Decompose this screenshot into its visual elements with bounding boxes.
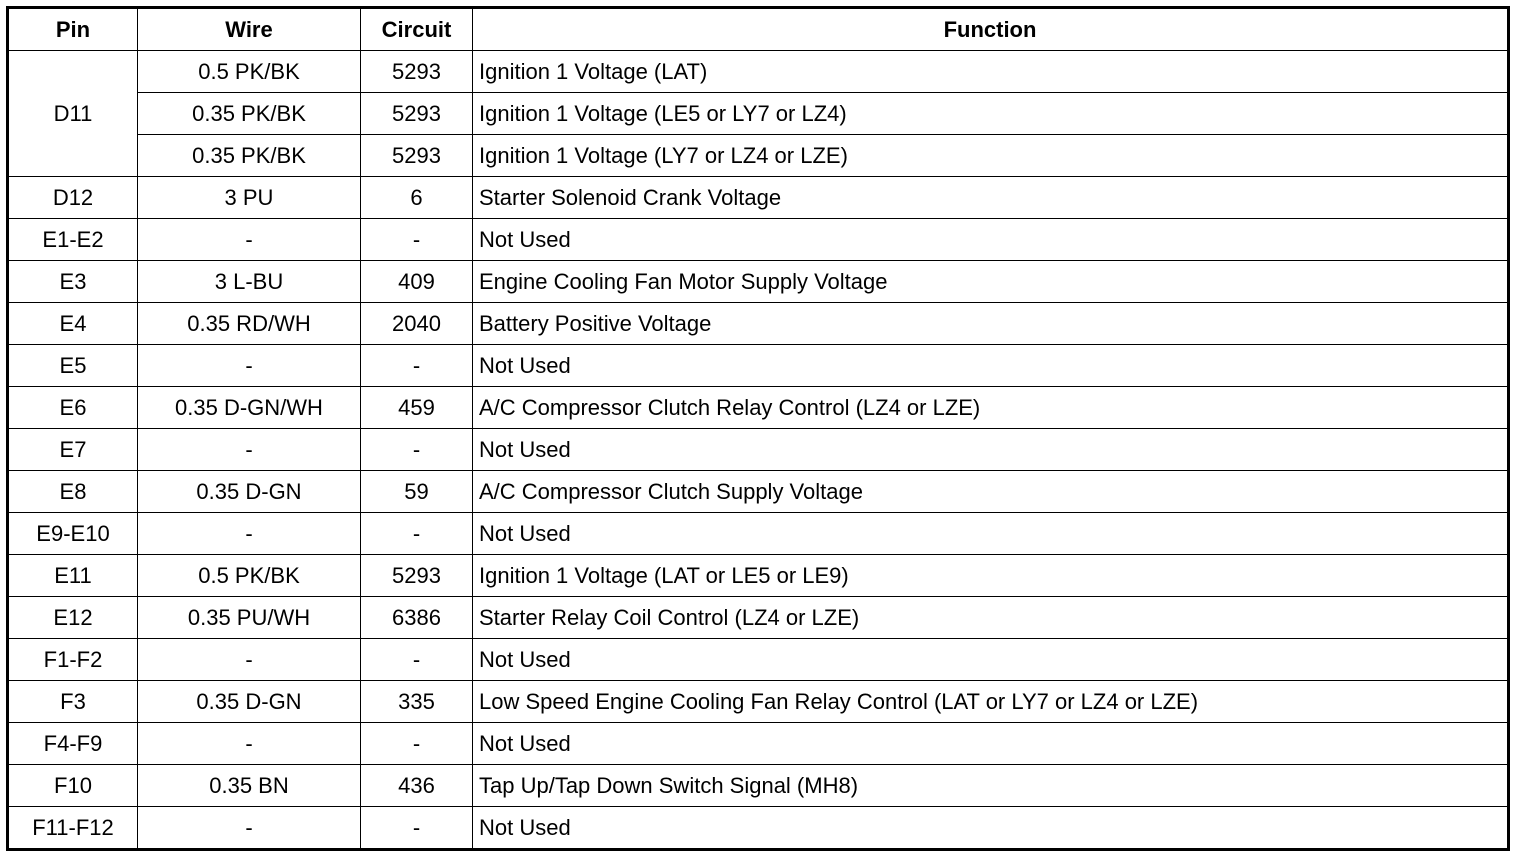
table-row [8,639,1509,681]
table-header [8,8,1509,51]
table-row [8,723,1509,765]
function-cell: Low Speed Engine Cooling Fan Relay Control (LAT or LY7 or LZ4 or LZE) [473,681,1509,723]
wire-cell: 3 PU [138,177,361,219]
wire-cell: 0.35 RD/WH [138,303,361,345]
function-cell: Ignition 1 Voltage (LY7 or LZ4 or LZE) [473,135,1509,177]
function-cell: Not Used [473,723,1509,765]
wire-cell: 0.35 D-GN [138,681,361,723]
pinout-table [6,6,1510,851]
pin-cell: E7 [8,429,138,471]
pin-cell: E6 [8,387,138,429]
table-row [8,261,1509,303]
table-row [8,303,1509,345]
circuit-cell: 436 [361,765,473,807]
circuit-cell: - [361,345,473,387]
circuit-cell: - [361,639,473,681]
circuit-cell: 459 [361,387,473,429]
wire-cell: 3 L-BU [138,261,361,303]
pin-cell: E1-E2 [8,219,138,261]
function-cell: Not Used [473,219,1509,261]
pin-cell: F3 [8,681,138,723]
function-cell: Starter Relay Coil Control (LZ4 or LZE) [473,597,1509,639]
circuit-cell: - [361,429,473,471]
function-cell: Starter Solenoid Crank Voltage [473,177,1509,219]
circuit-cell: 409 [361,261,473,303]
table-row [8,345,1509,387]
table-row [8,135,1509,177]
wire-cell: 0.35 PK/BK [138,93,361,135]
circuit-cell: 5293 [361,51,473,93]
pin-cell: F4-F9 [8,723,138,765]
table-row [8,681,1509,723]
wire-cell: 0.35 BN [138,765,361,807]
table-body [8,51,1509,850]
wire-cell: - [138,219,361,261]
circuit-cell: - [361,723,473,765]
table-row [8,219,1509,261]
function-cell: Not Used [473,429,1509,471]
table-row [8,513,1509,555]
table-row [8,177,1509,219]
circuit-cell: - [361,807,473,850]
header-pin: Pin [8,8,138,51]
table-row [8,93,1509,135]
function-cell: Battery Positive Voltage [473,303,1509,345]
header-circuit: Circuit [361,8,473,51]
wire-cell: 0.35 PK/BK [138,135,361,177]
pin-cell: E11 [8,555,138,597]
wire-cell: - [138,639,361,681]
table-row [8,555,1509,597]
circuit-cell: 5293 [361,93,473,135]
function-cell: Ignition 1 Voltage (LE5 or LY7 or LZ4) [473,93,1509,135]
table-row [8,765,1509,807]
pin-cell: E3 [8,261,138,303]
function-cell: A/C Compressor Clutch Relay Control (LZ4 or LZE) [473,387,1509,429]
pin-cell: E4 [8,303,138,345]
pin-cell: E5 [8,345,138,387]
circuit-cell: 5293 [361,135,473,177]
wire-cell: - [138,723,361,765]
circuit-cell: 2040 [361,303,473,345]
function-cell: Not Used [473,513,1509,555]
pin-cell: F1-F2 [8,639,138,681]
pin-cell: E12 [8,597,138,639]
table-row [8,387,1509,429]
pin-cell: D11 [8,51,138,177]
circuit-cell: - [361,219,473,261]
wire-cell: - [138,429,361,471]
table-row [8,471,1509,513]
circuit-cell: 59 [361,471,473,513]
wire-cell: - [138,345,361,387]
function-cell: Engine Cooling Fan Motor Supply Voltage [473,261,1509,303]
table-row [8,429,1509,471]
wire-cell: - [138,513,361,555]
function-cell: Tap Up/Tap Down Switch Signal (MH8) [473,765,1509,807]
table-row [8,597,1509,639]
pin-cell: E8 [8,471,138,513]
circuit-cell: 335 [361,681,473,723]
circuit-cell: 5293 [361,555,473,597]
header-function: Function [473,8,1509,51]
pin-cell: F11-F12 [8,807,138,850]
table-row [8,807,1509,850]
wire-cell: 0.5 PK/BK [138,555,361,597]
circuit-cell: 6386 [361,597,473,639]
pin-cell: F10 [8,765,138,807]
function-cell: Ignition 1 Voltage (LAT or LE5 or LE9) [473,555,1509,597]
wire-cell: 0.35 D-GN [138,471,361,513]
pin-cell: E9-E10 [8,513,138,555]
wire-cell: 0.35 D-GN/WH [138,387,361,429]
circuit-cell: 6 [361,177,473,219]
pin-cell: D12 [8,177,138,219]
function-cell: Not Used [473,345,1509,387]
function-cell: Not Used [473,639,1509,681]
wire-cell: - [138,807,361,850]
header-row [8,8,1509,51]
header-wire: Wire [138,8,361,51]
table-row [8,51,1509,93]
circuit-cell: - [361,513,473,555]
function-cell: Ignition 1 Voltage (LAT) [473,51,1509,93]
wire-cell: 0.5 PK/BK [138,51,361,93]
function-cell: A/C Compressor Clutch Supply Voltage [473,471,1509,513]
wire-cell: 0.35 PU/WH [138,597,361,639]
function-cell: Not Used [473,807,1509,850]
